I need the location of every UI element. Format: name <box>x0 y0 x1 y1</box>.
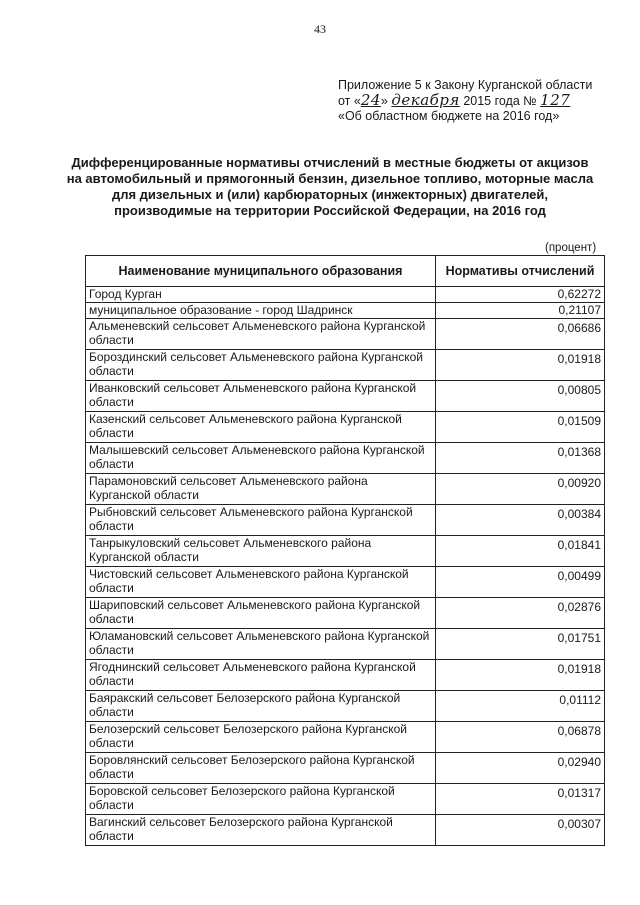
page-number: 43 <box>314 22 326 36</box>
appendix-line-2 <box>338 93 592 109</box>
municipality-name: Вагинский сельсовет Белозерского района Курганской области <box>86 815 436 846</box>
table-row <box>86 722 605 753</box>
municipality-name: Боровлянский сельсовет Белозерского района Курганской области <box>86 753 436 784</box>
norm-value: 0,02940 <box>436 753 605 784</box>
title-line-4: производимые на территории Российской Федерации, на 2016 год <box>114 203 546 218</box>
municipality-name: Белозерский сельсовет Белозерского района Курганской области <box>86 722 436 753</box>
appendix-block <box>338 78 592 124</box>
table-row <box>86 474 605 505</box>
norm-value: 0,01509 <box>436 412 605 443</box>
appendix-line-3: «Об областном бюджете на 2016 год» <box>338 109 560 123</box>
norm-value: 0,00384 <box>436 505 605 536</box>
municipality-name: Юламановский сельсовет Альменевского района Курганской области <box>86 629 436 660</box>
table-row <box>86 287 605 303</box>
appendix-line-1: Приложение 5 к Закону Курганской области <box>338 78 593 92</box>
norms-table <box>85 255 605 846</box>
table-header-row <box>86 256 605 287</box>
norm-value: 0,21107 <box>436 303 605 319</box>
table-row <box>86 784 605 815</box>
norm-value: 0,00805 <box>436 381 605 412</box>
table-row <box>86 319 605 350</box>
title-line-2: на автомобильный и прямогонный бензин, дизельное топливо, моторные масла <box>66 171 594 186</box>
municipality-name: Рыбновский сельсовет Альменевского района Курганской области <box>86 505 436 536</box>
municipality-name: Казенский сельсовет Альменевского района Курганской области <box>86 412 436 443</box>
table-row <box>86 815 605 846</box>
norm-value: 0,00499 <box>436 567 605 598</box>
table-row <box>86 536 605 567</box>
norm-value: 0,00307 <box>436 815 605 846</box>
table-row <box>86 567 605 598</box>
handwritten-month: декабря <box>391 91 460 109</box>
table-row <box>86 412 605 443</box>
municipality-name: Малышевский сельсовет Альменевского района Курганской области <box>86 443 436 474</box>
handwritten-day: 24 <box>360 91 381 109</box>
table-row <box>86 691 605 722</box>
municipality-name: Шариповский сельсовет Альменевского района Курганской области <box>86 598 436 629</box>
norm-value: 0,62272 <box>436 287 605 303</box>
norm-value: 0,01918 <box>436 660 605 691</box>
municipality-name: Ягоднинский сельсовет Альменевского района Курганской области <box>86 660 436 691</box>
municipality-name: Баяракский сельсовет Белозерского района Курганской области <box>86 691 436 722</box>
norm-value: 0,06878 <box>436 722 605 753</box>
title-line-3: для дизельных и (или) карбюраторных (инжекторных) двигателей, <box>111 187 549 202</box>
norm-value: 0,02876 <box>436 598 605 629</box>
table-row <box>86 303 605 319</box>
table-row <box>86 629 605 660</box>
table-row <box>86 443 605 474</box>
table-row <box>86 350 605 381</box>
appendix-year: 2015 года № <box>459 94 541 108</box>
table-row <box>86 505 605 536</box>
appendix-date-mid: » <box>380 94 392 108</box>
header-municipality: Наименование муниципального образования <box>86 256 436 287</box>
norm-value: 0,01112 <box>436 691 605 722</box>
norm-value: 0,01918 <box>436 350 605 381</box>
municipality-name: Боровской сельсовет Белозерского района Курганской области <box>86 784 436 815</box>
table-row <box>86 753 605 784</box>
norm-value: 0,00920 <box>436 474 605 505</box>
municipality-name: Бороздинский сельсовет Альменевского района Курганской области <box>86 350 436 381</box>
handwritten-number: 127 <box>540 91 571 109</box>
municipality-name: Чистовский сельсовет Альменевского района Курганской области <box>86 567 436 598</box>
appendix-date-prefix: от « <box>338 94 361 108</box>
municipality-name: Альменевский сельсовет Альменевского района Курганской области <box>86 319 436 350</box>
title-line-1: Дифференцированные нормативы отчислений в местные бюджеты от акцизов <box>71 155 589 170</box>
municipality-name: Танрыкуловский сельсовет Альменевского района Курганской области <box>86 536 436 567</box>
norm-value: 0,01841 <box>436 536 605 567</box>
table-row <box>86 598 605 629</box>
norm-value: 0,01368 <box>436 443 605 474</box>
norm-value: 0,06686 <box>436 319 605 350</box>
municipality-name: Парамоновский сельсовет Альменевского района Курганской области <box>86 474 436 505</box>
header-norms: Нормативы отчислений <box>436 256 605 287</box>
table-row <box>86 381 605 412</box>
municipality-name: Город Курган <box>86 287 436 303</box>
municipality-name: муниципальное образование - город Шадринск <box>86 303 436 319</box>
norm-value: 0,01317 <box>436 784 605 815</box>
norm-value: 0,01751 <box>436 629 605 660</box>
unit-label: (процент) <box>545 242 597 254</box>
table-row <box>86 660 605 691</box>
municipality-name: Иванковский сельсовет Альменевского района Курганской области <box>86 381 436 412</box>
document-title <box>40 155 620 219</box>
